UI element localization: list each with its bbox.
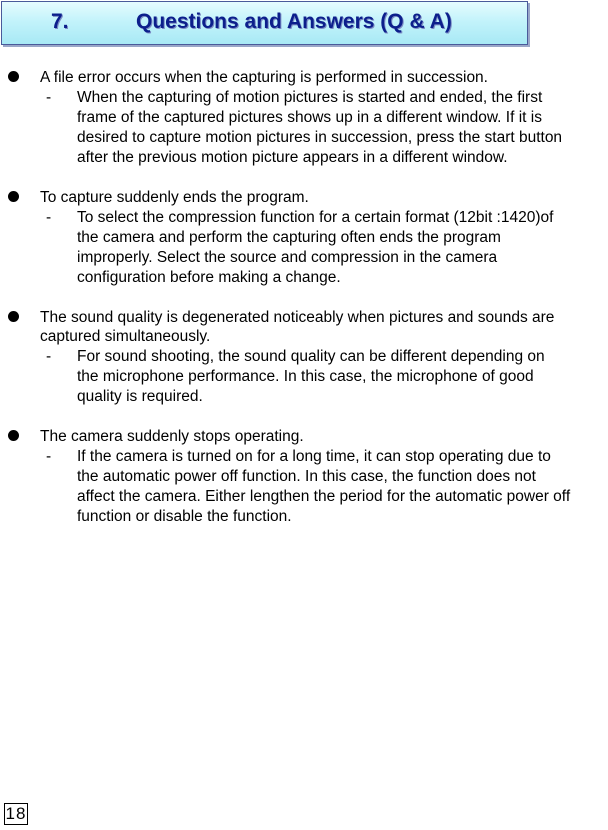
- question-text: The camera suddenly stops operating.: [40, 428, 304, 445]
- bullet-icon: [8, 71, 19, 82]
- qa-item: [0, 188, 608, 288]
- bullet-icon: [8, 430, 19, 441]
- answer-dash-marker: -: [46, 448, 52, 465]
- qa-list: [0, 68, 608, 547]
- answer-text: To select the compression function for a certain format (12bit :1420)of the camera and perform the capturing often ends the program improperly. Select the source and compression in the camera configuration before making a change.: [77, 209, 554, 286]
- qa-item: [0, 308, 608, 407]
- answer: [0, 88, 608, 168]
- answer: [0, 208, 608, 288]
- answer-text: If the camera is turned on for a long time, it can stop operating due to the automatic power off function. In this case, the function does not affect the camera. Either lengthen the period for the automatic power off function or disable the function.: [77, 448, 571, 525]
- section-number: 7.: [51, 10, 69, 33]
- qa-item: [0, 427, 608, 527]
- answer-text: For sound shooting, the sound quality can be different depending on the microphone performance. In this case, the microphone of good quality is required.: [77, 348, 545, 405]
- section-header: [1, 1, 528, 45]
- answer-dash-marker: -: [46, 209, 52, 226]
- answer-text: When the capturing of motion pictures is started and ended, the first frame of the captured pictures shows up in a different window. If it is desired to capture motion pictures in succession, press the start button after the previous motion picture appears in a different window.: [77, 89, 563, 166]
- page-number: 18: [5, 804, 27, 823]
- question-text: The sound quality is degenerated noticeably when pictures and sounds are captured simultaneously.: [40, 309, 555, 345]
- bullet-icon: [8, 311, 19, 322]
- question-text: To capture suddenly ends the program.: [40, 189, 309, 206]
- bullet-icon: [8, 191, 19, 202]
- answer: [0, 347, 608, 407]
- qa-item: [0, 68, 608, 168]
- answer: [0, 447, 608, 527]
- section-title: Questions and Answers (Q & A): [136, 10, 452, 33]
- answer-dash-marker: -: [46, 348, 52, 365]
- question-text: A file error occurs when the capturing is performed in succession.: [40, 69, 488, 86]
- answer-dash-marker: -: [46, 89, 52, 106]
